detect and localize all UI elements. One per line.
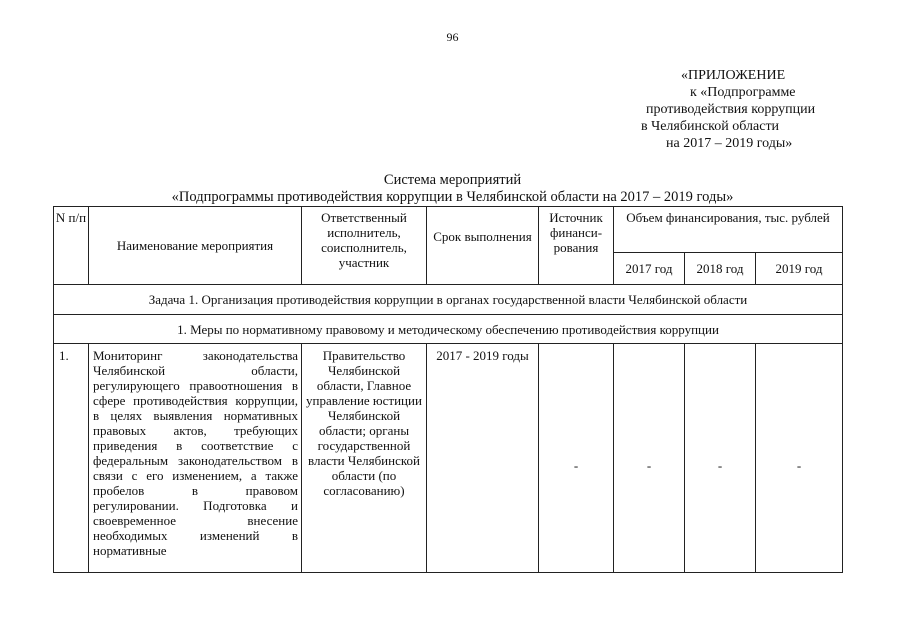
header-source: Источник финанси-рования <box>539 207 614 285</box>
row-funding-2018 <box>685 344 756 573</box>
appendix-line: «ПРИЛОЖЕНИЕ <box>681 68 786 83</box>
document-title-line: «Подпрограммы противодействия коррупции в Челябинской области на 2017 – 2019 годы» <box>171 189 734 205</box>
appendix-line: противодействия коррупции <box>646 102 816 117</box>
section-row <box>54 315 843 344</box>
measures-table <box>53 206 843 573</box>
header-year-2019: 2019 год <box>756 252 843 284</box>
appendix-line: к «Подпрограмме <box>690 85 796 100</box>
page-number: 96 <box>446 30 459 44</box>
row-funding-2017 <box>614 344 685 573</box>
table-header-row <box>54 207 843 253</box>
header-funding: Объем финансирования, тыс. рублей <box>614 207 843 253</box>
appendix-header <box>632 67 862 152</box>
row-source <box>539 344 614 573</box>
header-year-2017: 2017 год <box>614 252 685 284</box>
section-title: 1. Меры по нормативному правовому и методическому обеспечению противодействия коррупции <box>54 315 843 344</box>
document-title <box>0 172 905 206</box>
task-title: Задача 1. Организация противодействия коррупции в органах государственной власти Челябинской области <box>54 285 843 315</box>
table-row <box>54 344 843 573</box>
header-number: N п/п <box>54 207 89 285</box>
row-name: Мониторинг законодательства Челябинской области, регулирующего правоотношения в сфере противодействия коррупции, в целях выявления нормативных правовых актов, требующих приведения в соответствие с федеральным законодательством в связи с его изменением, а также пробелов в правовом регулировании. Подготовка и своевременное внесение необходимых изменений в нормативные <box>89 344 302 573</box>
document-title-line: Система мероприятий <box>383 172 522 188</box>
row-funding-2019 <box>756 344 843 573</box>
header-term: Срок выполнения <box>427 207 539 285</box>
row-number: 1. <box>54 344 89 573</box>
row-funding-2019-value: - <box>796 457 802 473</box>
header-executor: Ответственный исполнитель, соисполнитель, участник <box>302 207 427 285</box>
row-source-value: - <box>573 457 579 473</box>
appendix-line: на 2017 – 2019 годы» <box>666 136 793 151</box>
task-row <box>54 285 843 315</box>
row-executor: Правительство Челябинской области, Главное управление юстиции Челябинской области; органы государственной власти Челябинской области (по согласованию) <box>302 344 427 573</box>
header-year-2018: 2018 год <box>685 252 756 284</box>
row-funding-2018-value: - <box>717 457 723 473</box>
header-name: Наименование мероприятия <box>89 207 302 285</box>
row-term: 2017 - 2019 годы <box>427 344 539 573</box>
row-funding-2017-value: - <box>646 457 652 473</box>
appendix-line: в Челябинской области <box>641 119 780 134</box>
